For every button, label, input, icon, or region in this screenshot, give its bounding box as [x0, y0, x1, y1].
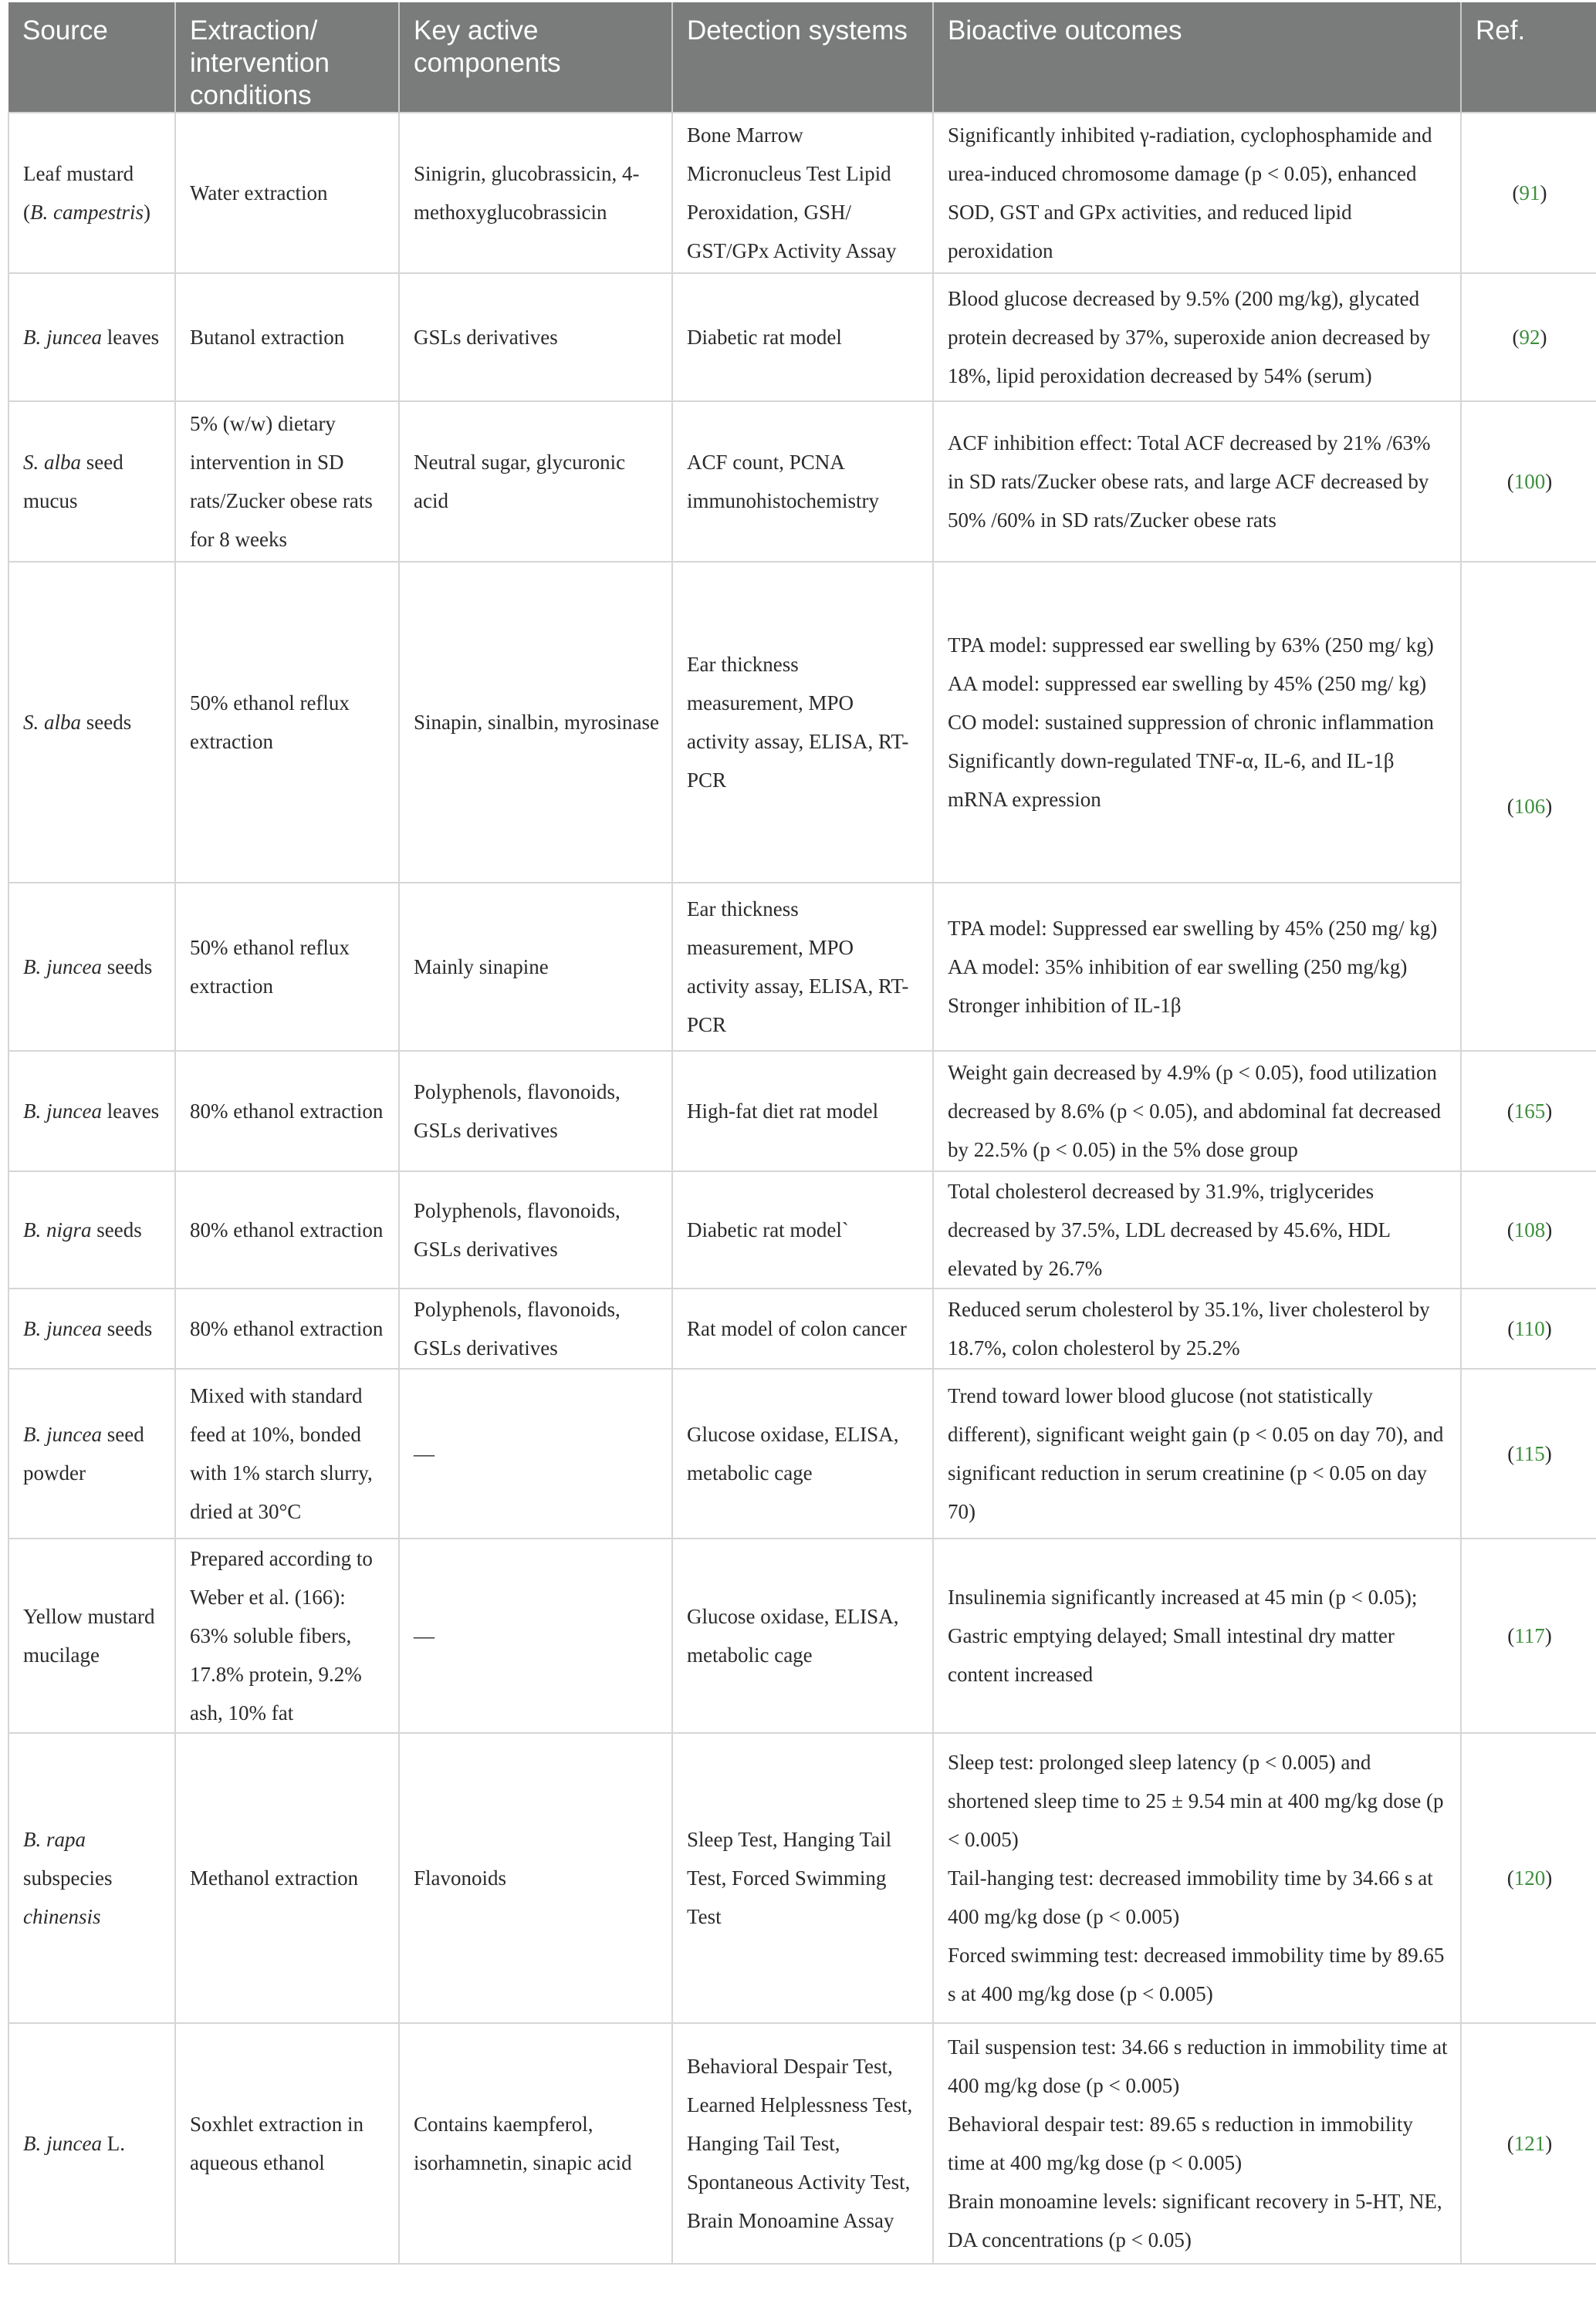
cell-detection: Ear thickness measurement, MPO activity assay, ELISA, RT-PCR	[672, 562, 933, 883]
cell-outcomes	[933, 113, 1461, 273]
cell-extraction: 80% ethanol extraction	[175, 1171, 399, 1289]
table-row	[8, 2023, 1596, 2264]
source-line: B. juncea seeds	[23, 1317, 153, 1340]
cell-source	[8, 1289, 175, 1369]
table-row	[8, 883, 1596, 1051]
outcome-line: CO model: sustained suppression of chronic inflammation	[948, 711, 1434, 734]
outcome-line: Reduced serum cholesterol by 35.1%, liver cholesterol by 18.7%, colon cholesterol by 25.2%	[948, 1298, 1430, 1360]
cell-components: Flavonoids	[399, 1733, 672, 2023]
cell-outcomes	[933, 562, 1461, 883]
cell-extraction: 5% (w/w) dietary intervention in SD rats/Zucker obese rats for 8 weeks	[175, 401, 399, 562]
header-outcomes: Bioactive outcomes	[933, 2, 1461, 113]
table-row	[8, 401, 1596, 562]
reference-link[interactable]: 110	[1514, 1317, 1545, 1340]
cell-outcomes	[933, 1369, 1461, 1539]
cell-ref: (92)	[1461, 273, 1596, 401]
cell-detection: Behavioral Despair Test, Learned Helplessness Test, Hanging Tail Test, Spontaneous Activity Test, Brain Monoamine Assay	[672, 2023, 933, 2264]
cell-components: —	[399, 1539, 672, 1733]
outcome-line: Significantly down-regulated TNF-α, IL-6, and IL-1β mRNA expression	[948, 749, 1395, 811]
reference-link[interactable]: 92	[1519, 326, 1540, 349]
source-line: B. juncea seed powder	[23, 1423, 144, 1485]
table-row	[8, 1171, 1596, 1289]
cell-ref: (165)	[1461, 1051, 1596, 1171]
outcome-line: Trend toward lower blood glucose (not statistically different), significant weight gain (p < 0.05 on day 70), and significant reduction in serum creatinine (p < 0.05 on day 70)	[948, 1384, 1444, 1523]
cell-source	[8, 1539, 175, 1733]
cell-outcomes	[933, 273, 1461, 401]
cell-extraction: Mixed with standard feed at 10%, bonded with 1% starch slurry, dried at 30°C	[175, 1369, 399, 1539]
cell-source	[8, 2023, 175, 2264]
header-components: Key active components	[399, 2, 672, 113]
reference-link[interactable]: 100	[1513, 470, 1546, 493]
cell-components: Mainly sinapine	[399, 883, 672, 1051]
source-line: Leaf mustard	[23, 162, 134, 185]
data-table	[8, 2, 1596, 2265]
reference-link[interactable]: 121	[1513, 2132, 1546, 2155]
cell-outcomes	[933, 401, 1461, 562]
cell-source	[8, 113, 175, 273]
cell-detection: High-fat diet rat model	[672, 1051, 933, 1171]
source-line: B. nigra seeds	[23, 1218, 142, 1241]
source-line: S. alba seeds	[23, 711, 132, 734]
cell-components: Sinigrin, glucobrassicin, 4-methoxyglucobrassicin	[399, 113, 672, 273]
header-source: Source	[8, 2, 175, 113]
table-row	[8, 1733, 1596, 2023]
cell-extraction: 80% ethanol extraction	[175, 1051, 399, 1171]
source-line: B. juncea seeds	[23, 955, 153, 978]
outcome-line: AA model: 35% inhibition of ear swelling (250 mg/kg)	[948, 955, 1408, 978]
cell-detection: Diabetic rat model`	[672, 1171, 933, 1289]
cell-source	[8, 1051, 175, 1171]
table-row	[8, 113, 1596, 273]
cell-detection: Bone Marrow Micronucleus Test Lipid Peroxidation, GSH/ GST/GPx Activity Assay	[672, 113, 933, 273]
cell-ref: (110)	[1461, 1289, 1596, 1369]
source-line: S. alba seed mucus	[23, 451, 123, 512]
cell-outcomes	[933, 1733, 1461, 2023]
cell-source	[8, 562, 175, 883]
reference-link[interactable]: 115	[1514, 1442, 1545, 1465]
table-row	[8, 1289, 1596, 1369]
cell-components: Polyphenols, flavonoids, GSLs derivatives	[399, 1051, 672, 1171]
reference-link[interactable]: 91	[1519, 181, 1540, 204]
cell-detection: Sleep Test, Hanging Tail Test, Forced Swimming Test	[672, 1733, 933, 2023]
cell-detection: ACF count, PCNA immunohistochemistry	[672, 401, 933, 562]
cell-ref: (108)	[1461, 1171, 1596, 1289]
cell-extraction: Methanol extraction	[175, 1733, 399, 2023]
reference-link[interactable]: 165	[1513, 1100, 1546, 1123]
cell-detection: Diabetic rat model	[672, 273, 933, 401]
cell-outcomes	[933, 1539, 1461, 1733]
cell-outcomes	[933, 1289, 1461, 1369]
cell-components: —	[399, 1369, 672, 1539]
cell-source	[8, 1171, 175, 1289]
cell-source	[8, 1733, 175, 2023]
header-row	[8, 2, 1596, 113]
outcome-line: Significantly inhibited γ-radiation, cyclophosphamide and urea-induced chromosome damage (p < 0.05), enhanced SOD, GST and GPx activities, and reduced lipid peroxidation	[948, 123, 1432, 262]
cell-outcomes	[933, 883, 1461, 1051]
table-row	[8, 1051, 1596, 1171]
cell-components: Polyphenols, flavonoids, GSLs derivatives	[399, 1171, 672, 1289]
cell-source	[8, 1369, 175, 1539]
cell-extraction: 50% ethanol reflux extraction	[175, 562, 399, 883]
cell-components: Neutral sugar, glycuronic acid	[399, 401, 672, 562]
source-line: (B. campestris)	[23, 201, 150, 224]
cell-ref: (115)	[1461, 1369, 1596, 1539]
outcome-line: Tail suspension test: 34.66 s reduction in immobility time at 400 mg/kg dose (p < 0.005)	[948, 2035, 1448, 2097]
reference-link[interactable]: 117	[1514, 1624, 1545, 1647]
cell-ref: (117)	[1461, 1539, 1596, 1733]
source-line: Yellow mustard mucilage	[23, 1605, 155, 1667]
cell-ref: (100)	[1461, 401, 1596, 562]
outcome-line: Insulinemia significantly increased at 45 min (p < 0.05); Gastric emptying delayed; Small intestinal dry matter content increased	[948, 1586, 1418, 1686]
cell-outcomes	[933, 2023, 1461, 2264]
cell-source	[8, 401, 175, 562]
cell-ref: (106)	[1461, 562, 1596, 1051]
table-container	[8, 2, 1596, 2265]
outcome-line: Tail-hanging test: decreased immobility time by 34.66 s at 400 mg/kg dose (p < 0.005)	[948, 1866, 1433, 1928]
reference-link[interactable]: 106	[1513, 795, 1546, 818]
outcome-line: Stronger inhibition of IL-1β	[948, 994, 1182, 1017]
source-line: B. juncea leaves	[23, 1100, 160, 1123]
cell-detection: Glucose oxidase, ELISA, metabolic cage	[672, 1369, 933, 1539]
cell-extraction: Butanol extraction	[175, 273, 399, 401]
table-row	[8, 273, 1596, 401]
cell-detection: Ear thickness measurement, MPO activity assay, ELISA, RT-PCR	[672, 883, 933, 1051]
outcome-line: Blood glucose decreased by 9.5% (200 mg/kg), glycated protein decreased by 37%, superoxide anion decreased by 18%, lipid peroxidation decreased by 54% (serum)	[948, 287, 1431, 387]
table-body	[8, 113, 1596, 2264]
cell-extraction: Soxhlet extraction in aqueous ethanol	[175, 2023, 399, 2264]
outcome-line: Sleep test: prolonged sleep latency (p < 0.005) and shortened sleep time to 25 ± 9.54 min at 400 mg/kg dose (p < 0.005)	[948, 1751, 1444, 1851]
cell-detection: Glucose oxidase, ELISA, metabolic cage	[672, 1539, 933, 1733]
outcome-line: TPA model: suppressed ear swelling by 63% (250 mg/ kg)	[948, 633, 1434, 657]
outcome-line: Weight gain decreased by 4.9% (p < 0.05), food utilization decreased by 8.6% (p < 0.05), and abdominal fat decreased by 22.5% (p < 0.05) in the 5% dose group	[948, 1061, 1441, 1161]
outcome-line: AA model: suppressed ear swelling by 45% (250 mg/ kg)	[948, 672, 1427, 695]
cell-components: Polyphenols, flavonoids, GSLs derivatives	[399, 1289, 672, 1369]
reference-link[interactable]: 108	[1513, 1218, 1546, 1241]
outcome-line: ACF inhibition effect: Total ACF decreased by 21% /63% in SD rats/Zucker obese rats, and large ACF decreased by 50% /60% in SD rats/Zucker obese rats	[948, 431, 1431, 532]
header-ref: Ref.	[1461, 2, 1596, 113]
cell-source	[8, 883, 175, 1051]
cell-components: Sinapin, sinalbin, myrosinase	[399, 562, 672, 883]
table-row	[8, 1369, 1596, 1539]
source-line: B. juncea L.	[23, 2132, 125, 2155]
cell-outcomes	[933, 1051, 1461, 1171]
cell-extraction: 50% ethanol reflux extraction	[175, 883, 399, 1051]
cell-extraction: Prepared according to Weber et al. (166): 63% soluble fibers, 17.8% protein, 9.2% ash, 10% fat	[175, 1539, 399, 1733]
outcome-line: TPA model: Suppressed ear swelling by 45% (250 mg/ kg)	[948, 917, 1438, 940]
source-line: B. juncea leaves	[23, 326, 160, 349]
cell-extraction: Water extraction	[175, 113, 399, 273]
outcome-line: Brain monoamine levels: significant recovery in 5-HT, NE, DA concentrations (p < 0.05)	[948, 2190, 1442, 2251]
outcome-line: Behavioral despair test: 89.65 s reduction in immobility time at 400 mg/kg dose (p < 0.005)	[948, 2113, 1413, 2174]
cell-components: Contains kaempferol, isorhamnetin, sinapic acid	[399, 2023, 672, 2264]
table-row	[8, 1539, 1596, 1733]
cell-components: GSLs derivatives	[399, 273, 672, 401]
cell-source	[8, 273, 175, 401]
cell-ref: (121)	[1461, 2023, 1596, 2264]
table-row	[8, 562, 1596, 883]
header-detection: Detection systems	[672, 2, 933, 113]
cell-extraction: 80% ethanol extraction	[175, 1289, 399, 1369]
outcome-line: Forced swimming test: decreased immobility time by 89.65 s at 400 mg/kg dose (p < 0.005)	[948, 1944, 1445, 2005]
cell-detection: Rat model of colon cancer	[672, 1289, 933, 1369]
cell-ref: (120)	[1461, 1733, 1596, 2023]
outcome-line: Total cholesterol decreased by 31.9%, triglycerides decreased by 37.5%, LDL decreased by 45.6%, HDL elevated by 26.7%	[948, 1180, 1391, 1280]
cell-ref: (91)	[1461, 113, 1596, 273]
header-extraction: Extraction/ intervention conditions	[175, 2, 399, 113]
reference-link[interactable]: 120	[1513, 1866, 1546, 1890]
source-line: B. rapa subspecies chinensis	[23, 1828, 113, 1928]
cell-outcomes	[933, 1171, 1461, 1289]
